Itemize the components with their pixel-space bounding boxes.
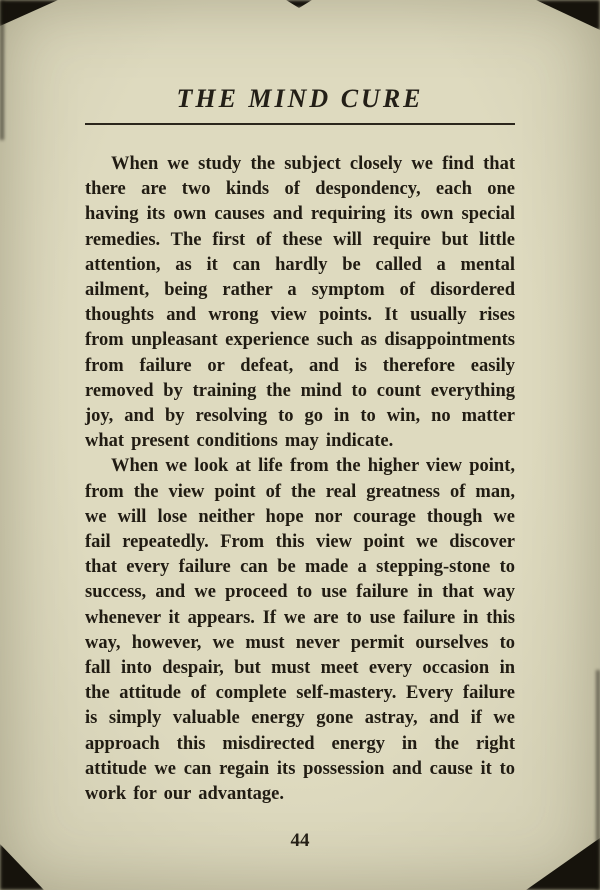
page-title: THE MIND CURE	[176, 84, 424, 113]
scan-edge-right	[596, 670, 600, 890]
text-column	[85, 84, 515, 807]
scan-shadow-top-right	[536, 0, 600, 30]
scan-edge-left	[0, 0, 4, 140]
title-rule	[85, 123, 515, 125]
paragraph: When we study the subject closely we find that there are two kinds of despondency, each one having its own causes and requiring its own special remedies. The first of these will require but little attention, as it can hardly be called a mental ailment, being rather a symptom of disordered thoughts and wrong view points. It usually rises from unpleasant experience such as disappointments from failure or defeat, and is therefore easily removed by training the mind to count everything joy, and by resolving to go in to win, no matter what present conditions may indicate.	[85, 154, 515, 452]
body-text	[85, 152, 515, 807]
paragraph: When we look at life from the higher view point, from the view point of the real greatness of man, we will lose neither hope nor courage though we fail repeatedly. From this view point we discover that every failure can be made a stepping-stone to success, and we proceed to use failure in that way whenever it appears. If we are to use failure in this way, however, we must never permit ourselves to fall into despair, but must meet every occasion in the attitude of complete self-mastery. Every failure is simply valuable energy gone astray, and if we approach this misdirected energy in the right attitude we can regain its possession and cause it to work for our advantage.	[85, 456, 515, 805]
scan-shadow-top-left	[0, 0, 58, 26]
page-number: 44	[290, 830, 310, 851]
scan-mark-top-center	[286, 0, 312, 8]
